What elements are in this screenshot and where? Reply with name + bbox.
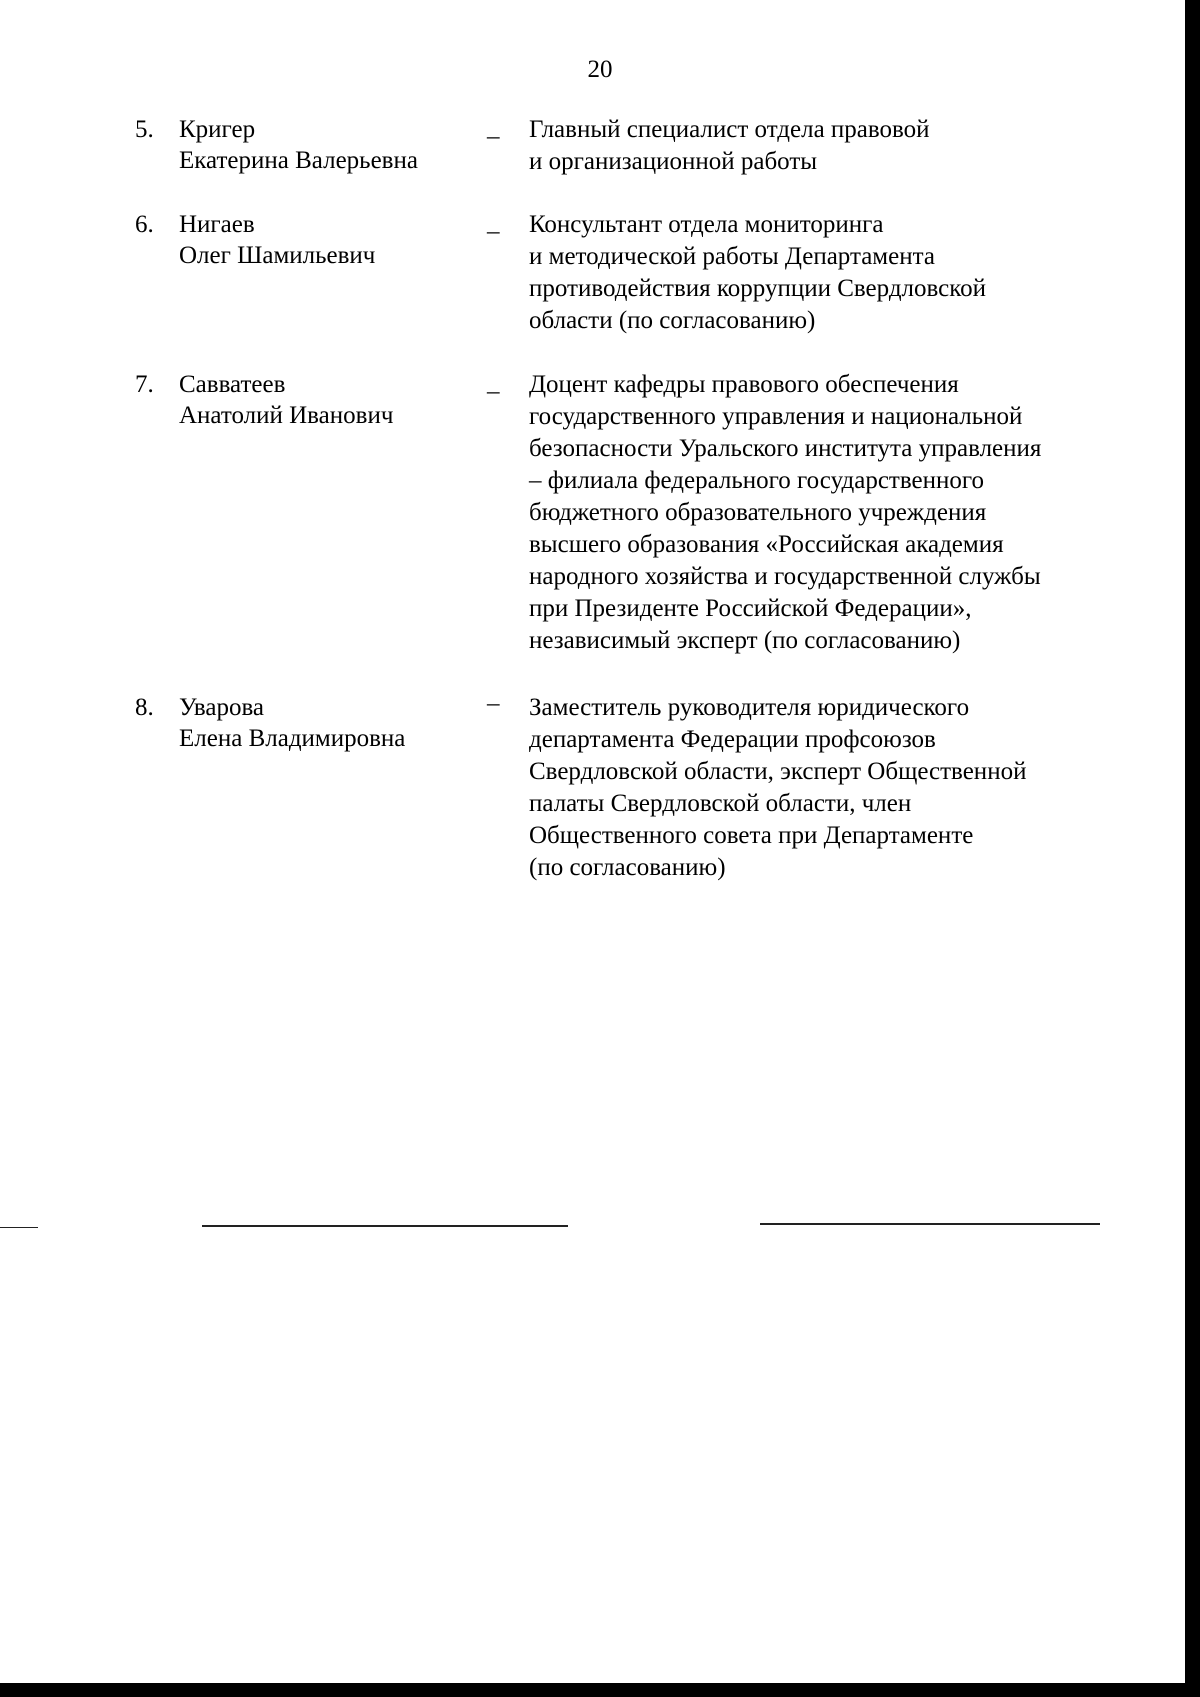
description-line: Общественного совета при Департаменте xyxy=(529,822,974,849)
description-line: Доцент кафедры правового обеспечения xyxy=(529,371,959,398)
entry-given-names: Екатерина Валерьевна xyxy=(179,147,418,174)
entry-description xyxy=(529,692,1129,884)
description-line: Консультант отдела мониторинга xyxy=(529,211,884,238)
description-line: и организационной работы xyxy=(529,148,818,175)
scan-border-bottom xyxy=(0,1683,1200,1697)
entry-dash: _ xyxy=(487,369,500,396)
entry-description xyxy=(529,209,1129,337)
separator-rule-left xyxy=(202,1225,568,1227)
description-line: независимый эксперт (по согласованию) xyxy=(529,627,961,654)
entry-number: 8. xyxy=(135,694,154,721)
entry-surname: Савватеев xyxy=(179,371,286,398)
entry-given-names: Елена Владимировна xyxy=(179,725,406,752)
entry-surname: Нигаев xyxy=(179,211,255,238)
entry-number: 5. xyxy=(135,116,154,143)
separator-rule-right xyxy=(760,1223,1100,1225)
description-line: безопасности Уральского института управления xyxy=(529,435,1042,462)
entry-given-names: Олег Шамильевич xyxy=(179,242,376,269)
entry-given-names: Анатолий Иванович xyxy=(179,402,394,429)
description-line: Заместитель руководителя юридического xyxy=(529,694,970,721)
description-line: бюджетного образовательного учреждения xyxy=(529,499,987,526)
description-line: области (по согласованию) xyxy=(529,307,816,334)
entry-surname: Кригер xyxy=(179,116,256,143)
description-line: Главный специалист отдела правовой xyxy=(529,116,930,143)
entry-number: 7. xyxy=(135,371,154,398)
description-line: при Президенте Российской Федерации», xyxy=(529,595,972,622)
scan-border-right xyxy=(1185,0,1200,1697)
entry-dash: _ xyxy=(487,114,500,141)
separator-rule-left-edge xyxy=(0,1227,38,1228)
entry-description xyxy=(529,369,1129,657)
description-line: (по согласованию) xyxy=(529,854,726,881)
entry-number: 6. xyxy=(135,211,154,238)
entry-surname: Уварова xyxy=(179,694,265,721)
description-line: противодействия коррупции Свердловской xyxy=(529,275,987,302)
page-number: 20 xyxy=(587,56,613,83)
description-line: департамента Федерации профсоюзов xyxy=(529,726,936,753)
description-line: высшего образования «Российская академия xyxy=(529,531,1004,558)
entry-description xyxy=(529,114,1129,178)
entry-dash: – xyxy=(487,690,500,717)
description-line: и методической работы Департамента xyxy=(529,243,935,270)
description-line: – филиала федерального государственного xyxy=(529,467,984,494)
description-line: палаты Свердловской области, член xyxy=(529,790,912,817)
description-line: государственного управления и национальной xyxy=(529,403,1023,430)
description-line: народного хозяйства и государственной службы xyxy=(529,563,1041,590)
description-line: Свердловской области, эксперт Общественной xyxy=(529,758,1027,785)
entry-dash: _ xyxy=(487,209,500,236)
